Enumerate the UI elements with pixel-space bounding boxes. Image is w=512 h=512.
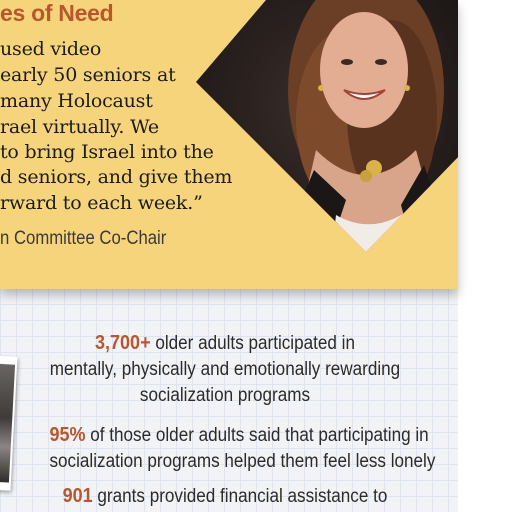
quote-line: rward to each week.” [0,192,203,214]
stat-line [50,483,401,510]
stat-grants [30,483,420,510]
stat-number: 901 [62,485,93,507]
quote-line: rael virtually. We [0,116,159,138]
quote-line: to bring Israel into the [0,141,214,163]
stat-text: mentally, physically and emotionally rewarding [49,359,401,380]
stat-line [50,330,401,357]
stat-text: of those older adults said that participating in [85,425,429,446]
stat-number: 3,700+ [95,332,151,354]
quote-line: early 50 seniors at [0,64,176,86]
stat-text: socialization programs helped them feel less lonely [49,451,436,472]
stat-text: grants provided financial assistance to [92,486,388,507]
stat-line [49,422,429,449]
stat-number: 95% [49,424,86,446]
quote-line: many Holocaust [0,90,153,112]
stat-text: socialization programs [139,385,311,406]
portrait-photo [196,0,458,260]
quote-line: d seniors, and give them [0,166,233,188]
section-heading: es of Need [0,0,114,26]
quote-line: used video [0,38,102,60]
stat-text: older adults participated in [150,333,355,354]
stat-participants [30,330,420,409]
stat-lonely [30,422,436,475]
quote-attribution: n Committee Co-Chair [0,228,167,249]
page-margin [458,0,512,512]
